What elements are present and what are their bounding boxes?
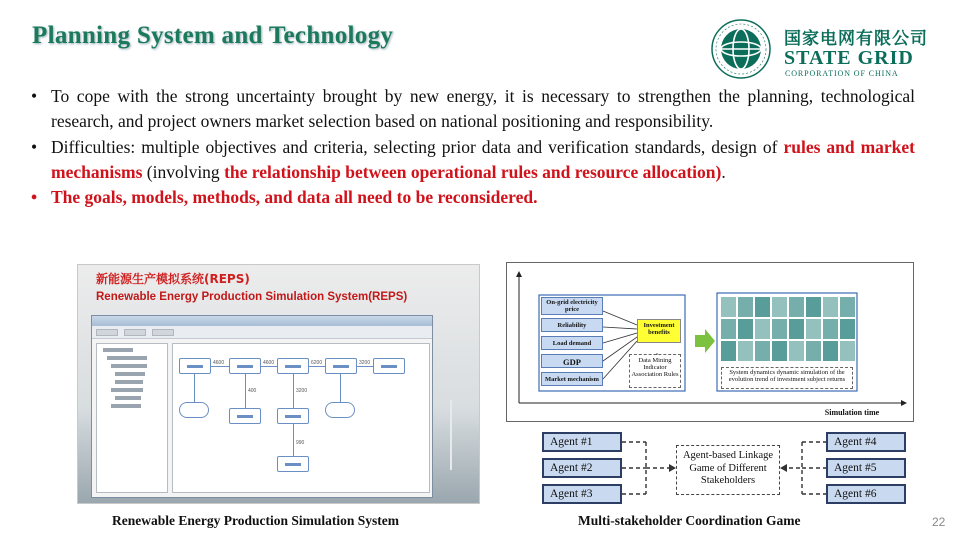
reps-title-english: Renewable Energy Production Simulation System(REPS)	[96, 291, 408, 303]
bullet-list	[30, 84, 915, 210]
flow-node	[229, 408, 261, 424]
game-caption: Multi-stakeholder Coordination Game	[578, 513, 801, 528]
tree-item	[115, 396, 141, 400]
dynamics-cell	[806, 319, 821, 339]
flow-edge	[245, 374, 246, 408]
toolbar-button	[152, 329, 174, 336]
state-grid-logo	[708, 18, 933, 80]
dynamics-box: System dynamics dynamic simulation of the evolution trend of investment subject returns	[721, 367, 853, 389]
wind-turbine-icon	[450, 400, 452, 470]
bullet-1-text: To cope with the strong uncertainty brought by new energy, it is necessary to strengthen the planning, technological research, and project owners market selection based on national positioning and responsibility.	[51, 86, 915, 132]
tree-item	[103, 348, 133, 352]
flow-value: 6200	[311, 360, 323, 366]
logo-english-name: STATE GRID	[784, 47, 914, 69]
coordination-game-diagram	[506, 262, 914, 507]
flow-edge	[261, 366, 277, 367]
dynamics-grid	[721, 297, 853, 363]
page-number: 22	[932, 515, 946, 529]
flow-value: 4600	[263, 360, 275, 366]
dynamics-cell	[789, 341, 804, 361]
dynamics-cell	[738, 319, 753, 339]
bullet-2-highlight-rules: rules and market mechanisms	[51, 136, 916, 182]
toolbar-button	[96, 329, 118, 336]
simulation-time-label: Simulation time	[824, 408, 880, 417]
agent-1: Agent #1	[542, 432, 622, 452]
input-reliability: Reliability	[541, 318, 603, 332]
input-gdp: GDP	[541, 354, 603, 368]
dynamics-cell	[721, 297, 736, 317]
flow-cloud	[179, 402, 209, 418]
tree-item	[107, 356, 147, 360]
flow-edge	[340, 374, 341, 402]
simulation-panel	[506, 262, 914, 422]
reps-caption: Renewable Energy Production Simulation System	[112, 513, 400, 528]
flow-canvas	[172, 343, 430, 493]
agent-2: Agent #2	[542, 458, 622, 478]
dynamics-cell	[806, 341, 821, 361]
investment-benefits-box: Investment benefits	[637, 319, 681, 343]
linkage-game-box: Agent-based Linkage Game of Different Stakeholders	[676, 445, 780, 495]
slide-title: Planning System and Technology	[32, 22, 394, 49]
agent-3: Agent #3	[542, 484, 622, 504]
dynamics-cell	[772, 297, 787, 317]
flow-value: 4600	[213, 360, 225, 366]
flow-value: 3200	[296, 388, 308, 394]
bullet-dot: •	[31, 86, 38, 106]
tree-item	[115, 380, 143, 384]
input-price: On-grid electricity price	[541, 297, 603, 315]
bullet-2-highlight-relationship: the relationship between operational rules and resource allocation)	[224, 161, 722, 182]
window-toolbar	[92, 326, 432, 339]
flow-node	[277, 358, 309, 374]
tree-item	[111, 404, 141, 408]
reps-title-chinese: 新能源生产模拟系统(REPS)	[96, 272, 250, 286]
flow-edge	[293, 374, 294, 408]
reps-app-window	[91, 315, 433, 498]
flow-value: 990	[296, 440, 305, 446]
flow-node	[277, 456, 309, 472]
logo-corporation-line: CORPORATION OF CHINA	[785, 69, 899, 78]
dynamics-cell	[823, 319, 838, 339]
flow-value: 3200	[359, 360, 371, 366]
dynamics-cell	[738, 341, 753, 361]
dynamics-cell	[840, 319, 855, 339]
bullet-dot: •	[31, 136, 38, 157]
flow-node	[277, 408, 309, 424]
toolbar-button	[124, 329, 146, 336]
dynamics-cell	[755, 341, 770, 361]
tree-panel	[96, 343, 168, 493]
dynamics-cell	[789, 297, 804, 317]
input-market-mechanism: Market mechanism	[541, 372, 603, 386]
dynamics-cell	[806, 297, 821, 317]
dynamics-cell	[755, 319, 770, 339]
flow-edge	[194, 374, 195, 402]
bullet-2-pre: Difficulties: multiple objectives and criteria, selecting prior data and verification standards, design of	[51, 136, 784, 157]
agent-4: Agent #4	[826, 432, 906, 452]
flow-cloud	[325, 402, 355, 418]
flow-node	[179, 358, 211, 374]
flow-value: 400	[248, 388, 257, 394]
logo-chinese-name: 国家电网有限公司	[784, 29, 928, 49]
agent-6: Agent #6	[826, 484, 906, 504]
flow-edge	[309, 366, 325, 367]
dynamics-cell	[823, 297, 838, 317]
tree-item	[111, 364, 147, 368]
data-mining-box: Data Mining Indicator Association Rules	[629, 354, 681, 388]
bullet-2	[30, 135, 915, 186]
tree-item	[111, 388, 143, 392]
dynamics-cell	[721, 319, 736, 339]
dynamics-cell	[789, 319, 804, 339]
flow-node	[229, 358, 261, 374]
input-load-demand: Load demand	[541, 336, 603, 350]
flow-edge	[211, 366, 229, 367]
state-grid-globe-icon	[708, 18, 774, 80]
flow-node	[373, 358, 405, 374]
dynamics-cell	[755, 297, 770, 317]
bullet-2-mid: (involving	[142, 161, 225, 182]
bullet-3	[30, 185, 915, 210]
dynamics-cell	[823, 341, 838, 361]
bullet-3-text: The goals, models, methods, and data all need to be reconsidered.	[51, 187, 538, 208]
tree-item	[115, 372, 145, 376]
dynamics-cell	[772, 341, 787, 361]
window-titlebar	[92, 316, 432, 326]
dynamics-cell	[840, 341, 855, 361]
reps-screenshot	[77, 264, 480, 504]
dynamics-cell	[721, 341, 736, 361]
bullet-dot: •	[31, 187, 38, 208]
dynamics-cell	[738, 297, 753, 317]
dynamics-cell	[840, 297, 855, 317]
flow-node	[325, 358, 357, 374]
flow-edge	[357, 366, 373, 367]
agent-5: Agent #5	[826, 458, 906, 478]
bullet-2-end: .	[721, 161, 726, 182]
flow-edge	[293, 424, 294, 456]
dynamics-cell	[772, 319, 787, 339]
bullet-1	[30, 84, 915, 135]
